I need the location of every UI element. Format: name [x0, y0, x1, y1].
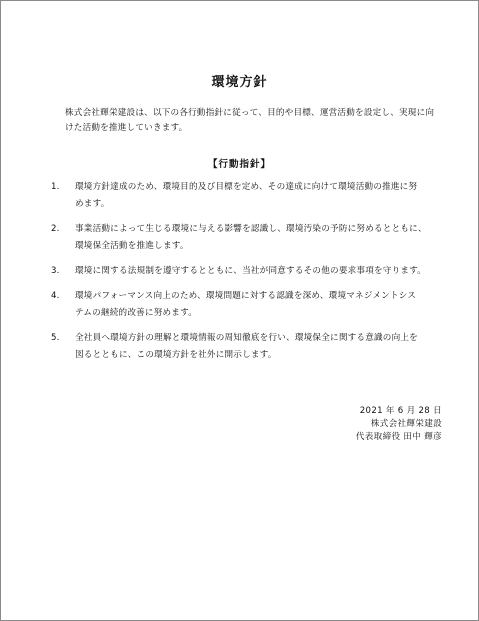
item-text: 環境に関する法規制を遵守するとともに、当社が同意するその他の要求事項を守ります。	[75, 266, 427, 276]
intro-paragraph: 株式会社輝栄建設は、以下の各行動指針に従って、目的や目標、運営活動を設定し、実現に向けた活動を推進していきます。	[65, 108, 435, 133]
item-text: 全社員へ環境方針の理解と環境情報の周知徹底を行い、環境保全に関する意識の向上を 図るとともに、この環境方針を社外に開示します。	[75, 333, 418, 360]
section-heading: 【行動指針】	[207, 159, 271, 170]
item-number: 4.	[51, 291, 60, 301]
document-title: 環境方針	[211, 75, 268, 90]
item-number: 3.	[51, 266, 60, 276]
list-item	[51, 221, 441, 255]
signature-block	[356, 405, 442, 444]
signature-date: 2021 年 6 月 28 日	[359, 406, 442, 416]
signature-company: 株式会社輝栄建設	[370, 419, 442, 429]
item-text: 環境方針達成のため、環境目的及び目標を定め、その達成に向けて環境活動の推進に努 めます。	[75, 182, 418, 209]
signature-representative: 代表取締役 田中 輝彦	[355, 432, 442, 442]
item-number: 2.	[51, 224, 60, 234]
item-text: 事業活動によって生じる環境に与える影響を認識し、環境汚染の予防に努めるとともに、 環境保全活動を推進します。	[75, 224, 427, 251]
list-item	[51, 179, 441, 213]
list-item	[51, 263, 441, 280]
item-text: 環境パフォーマンス向上のため、環境問題に対する認識を深め、環境マネジメントシス テムの継続的改善に努めます。	[75, 291, 417, 318]
action-guideline-list	[51, 179, 441, 372]
list-item	[51, 330, 441, 364]
list-item	[51, 288, 441, 322]
item-number: 1.	[51, 182, 60, 192]
item-number: 5.	[51, 333, 60, 343]
